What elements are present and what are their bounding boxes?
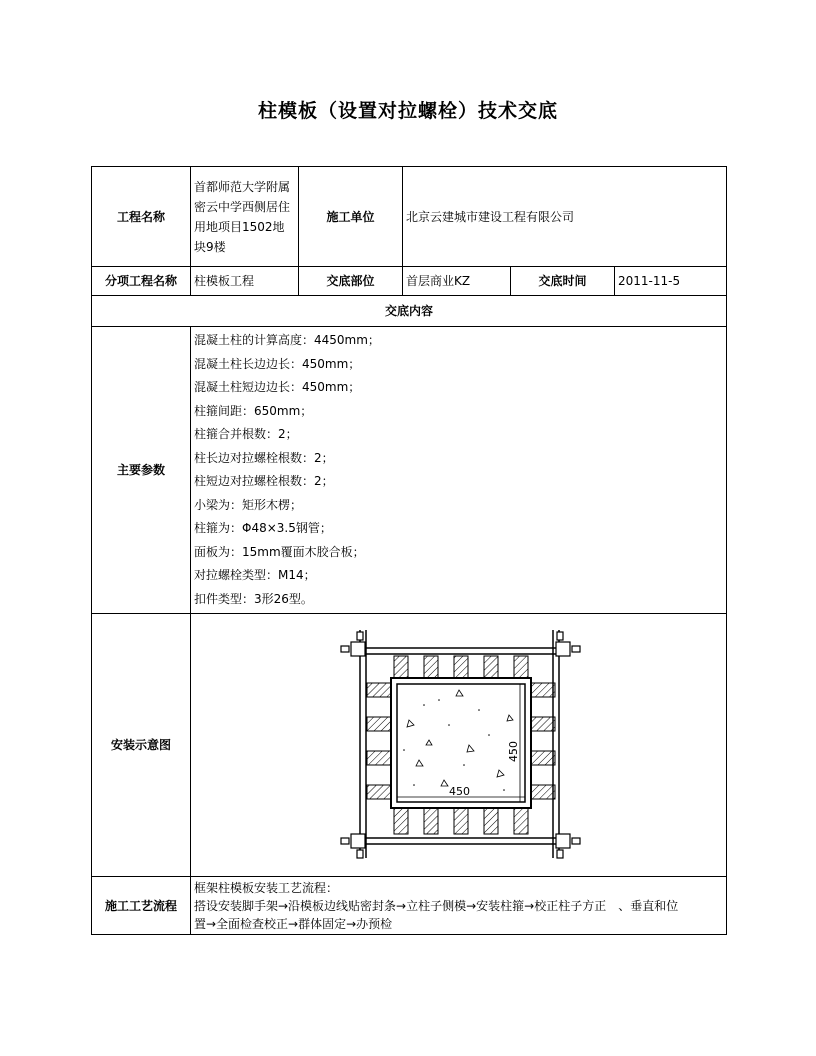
- table-row-process: [92, 877, 727, 935]
- process-line: 搭设安装脚手架→沿模板边线贴密封条→立柱子侧模→安装柱箍→校正柱子方正 、垂直和位: [194, 898, 679, 913]
- param-item: 对拉螺栓类型：M14；: [194, 568, 316, 582]
- dim-bottom-label: 450: [448, 785, 470, 798]
- sub-project-label: 分项工程名称: [92, 267, 191, 296]
- table-row-params: [92, 327, 727, 614]
- project-name-value: 首都师范大学附属密云中学西侧居住用地项目1502地块9楼: [191, 167, 299, 267]
- table-row-project: [92, 167, 727, 267]
- disclosure-table: [91, 166, 727, 935]
- time-label: 交底时间: [511, 267, 615, 296]
- project-name-label: 工程名称: [92, 167, 191, 267]
- param-item: 小梁为：矩形木楞；: [194, 497, 303, 512]
- content-header: 交底内容: [92, 296, 727, 327]
- params-label: 主要参数: [92, 327, 191, 614]
- param-item: 面板为：15mm覆面木胶合板；: [194, 544, 365, 559]
- param-item: 柱箍合并根数：2；: [194, 427, 298, 441]
- process-line: 框架柱模板安装工艺流程：: [194, 880, 339, 895]
- construction-unit-value: 北京云建城市建设工程有限公司: [403, 167, 727, 267]
- column-formwork-diagram: [329, 620, 589, 870]
- sub-project-value: 柱模板工程: [191, 267, 299, 296]
- time-value: 2011-11-5: [615, 267, 727, 296]
- process-line: 置→全面检查校正→群体固定→办预检: [194, 916, 393, 931]
- param-item: 柱短边对拉螺栓根数：2；: [194, 474, 334, 488]
- param-item: 柱长边对拉螺栓根数：2；: [194, 450, 334, 465]
- param-item: 扣件类型：3形26型。: [194, 591, 313, 606]
- param-item: 混凝土柱短边边长：450mm；: [194, 380, 361, 394]
- diagram-label: 安装示意图: [92, 614, 191, 877]
- param-item: 柱箍间距：650mm；: [194, 403, 313, 418]
- dim-right-label: 450: [506, 741, 520, 762]
- diagram-cell: [191, 614, 727, 877]
- table-row-content-header: [92, 296, 727, 327]
- table-row-diagram: [92, 614, 727, 877]
- process-label: 施工工艺流程: [92, 877, 191, 935]
- param-item: 柱箍为：Φ48×3.5钢管；: [194, 521, 332, 535]
- table-row-subproject: [92, 267, 727, 296]
- construction-unit-label: 施工单位: [299, 167, 403, 267]
- location-value: 首层商业KZ: [403, 267, 511, 296]
- param-item: 混凝土柱长边边长：450mm；: [194, 356, 361, 371]
- params-list: [191, 327, 727, 614]
- process-content: [191, 877, 727, 935]
- page-title: 柱模板（设置对拉螺栓）技术交底: [257, 100, 558, 122]
- location-label: 交底部位: [299, 267, 403, 296]
- param-item: 混凝土柱的计算高度：4450mm；: [194, 333, 380, 347]
